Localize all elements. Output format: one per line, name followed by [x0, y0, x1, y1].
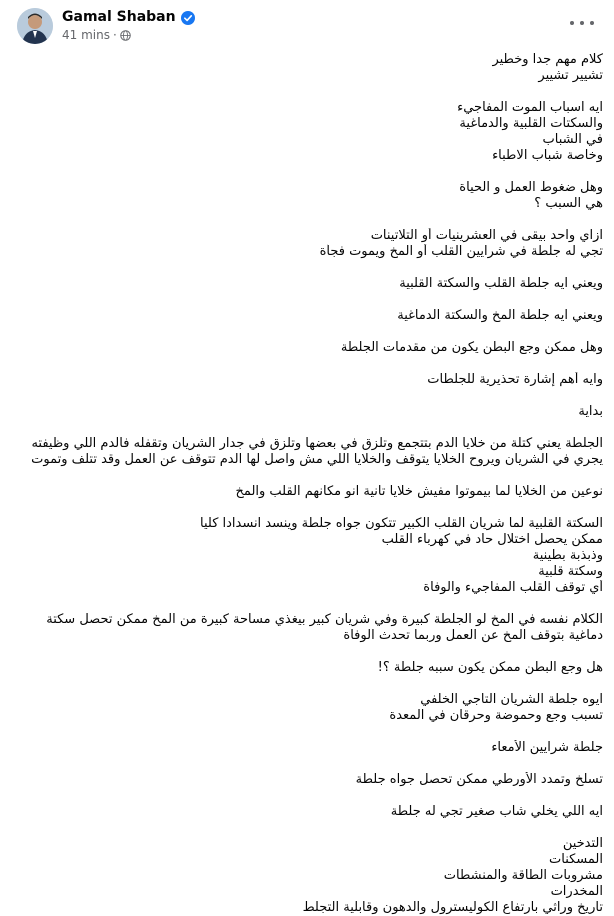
globe-icon[interactable]	[120, 30, 131, 41]
text-line	[16, 820, 603, 836]
text-line: وهل ممكن وجع البطن يكون من مقدمات الجلطة	[340, 340, 603, 355]
text-line: المسكنات	[549, 852, 603, 867]
text-line: تشيير تشيير	[538, 68, 603, 83]
text-line	[16, 260, 603, 276]
text-line	[16, 292, 603, 308]
text-line: تجي له جلطة في شرايين القلب أو المخ ويموت فجأة	[319, 244, 603, 259]
text-line: ايوه جلطة الشريان التاجي الخلفي	[420, 692, 603, 707]
text-line: كلام مهم جدا وخطير	[492, 52, 603, 67]
text-line: بداية	[578, 404, 603, 419]
text-line: تاريخ وراثي بارتفاع الكوليسترول والدهون وقابلية التجلط	[302, 900, 603, 915]
text-line: السكتة القلبية لما شريان القلب الكبير تتكون جواه جلطة وينسد انسدادا كليا	[200, 516, 603, 531]
text-line: ويعني ايه جلطة المخ والسكتة الدماغية	[397, 308, 603, 323]
text-line: ازاي واحد بيقى في العشرينيات أو التلاتينات	[370, 228, 603, 243]
text-line: ايه اسباب الموت المفاجيء	[457, 100, 603, 115]
author-line	[62, 9, 195, 26]
author-name[interactable]: Gamal Shaban	[62, 9, 176, 25]
text-line: وايه أهم إشارة تحذيرية للجلطات	[427, 372, 603, 387]
verified-badge-icon	[181, 11, 195, 25]
more-options-icon[interactable]	[570, 16, 594, 30]
author-avatar[interactable]	[17, 8, 53, 44]
text-line: جلطة شرايين الأمعاء	[491, 740, 603, 755]
text-line	[16, 644, 603, 660]
text-line	[16, 84, 603, 100]
text-line	[16, 388, 603, 404]
text-line	[16, 788, 603, 804]
text-line	[16, 324, 603, 340]
post-text	[16, 52, 603, 916]
text-line: ممكن يحصل اختلال حاد في كهرباء القلب	[381, 532, 603, 547]
post-time[interactable]: 41 mins	[62, 28, 110, 42]
text-line	[16, 164, 603, 180]
text-line	[16, 596, 603, 612]
text-line: في الشباب	[542, 132, 603, 147]
text-line: التدخين	[562, 836, 603, 851]
text-line	[16, 500, 603, 516]
avatar-portrait-icon	[17, 8, 53, 44]
text-line	[16, 420, 603, 436]
text-line: المخدرات	[550, 884, 603, 899]
text-line: مشروبات الطاقة والمنشطات	[443, 868, 603, 883]
text-line: هل وجع البطن ممكن يكون سببه جلطة ؟!	[377, 660, 603, 675]
text-line: وخاصة شباب الاطباء	[492, 148, 603, 163]
text-line	[16, 212, 603, 228]
text-line	[16, 724, 603, 740]
text-line: نوعين من الخلايا لما بيموتوا مفيش خلايا تانية انو مكانهم القلب والمخ	[235, 484, 603, 499]
meta-separator: ·	[112, 28, 117, 42]
text-line: وسكتة قلبية	[538, 564, 603, 579]
text-line: وهل ضغوط العمل و الحياة	[459, 180, 603, 195]
text-line	[16, 468, 603, 484]
text-line: الجلطة يعني كتلة من خلايا الدم بتتجمع وتلزق في بعضها وتلزق في جدار الشريان وتقفله فالدم اللي وظيفته يجري في الشريان ويروح الخلايا يتوقف والخلايا اللي مش واصل لها الدم تتوقف عن العمل وقد تتلف وتموت	[31, 436, 603, 467]
text-line	[16, 756, 603, 772]
text-line: تسبب وجع وحموضة وحرقان في المعدة	[389, 708, 603, 723]
text-line: هي السبب ؟	[534, 196, 603, 211]
text-line	[16, 356, 603, 372]
post-meta	[62, 28, 131, 42]
text-line: تسلخ وتمدد الأورطي ممكن تحصل جواه جلطة	[355, 772, 603, 787]
text-line	[16, 676, 603, 692]
post-header	[0, 0, 614, 48]
text-line: الكلام نفسه في المخ لو الجلطة كبيرة وفي شريان كبير بيغذي مساحة كبيرة من المخ ممكن تحصل سكتة دماغية بتوقف المخ عن العمل وربما تحدث الوفاة	[46, 612, 603, 643]
text-line: والسكتات القلبية والدماغية	[459, 116, 603, 131]
text-line: ويعني ايه جلطة القلب والسكتة القلبية	[399, 276, 603, 291]
text-line: وذبذبة بطينية	[532, 548, 603, 563]
text-line: أي توقف القلب المفاجيء والوفاة	[423, 580, 603, 595]
text-line: ايه اللي يخلي شاب صغير تجي له جلطة	[390, 804, 603, 819]
